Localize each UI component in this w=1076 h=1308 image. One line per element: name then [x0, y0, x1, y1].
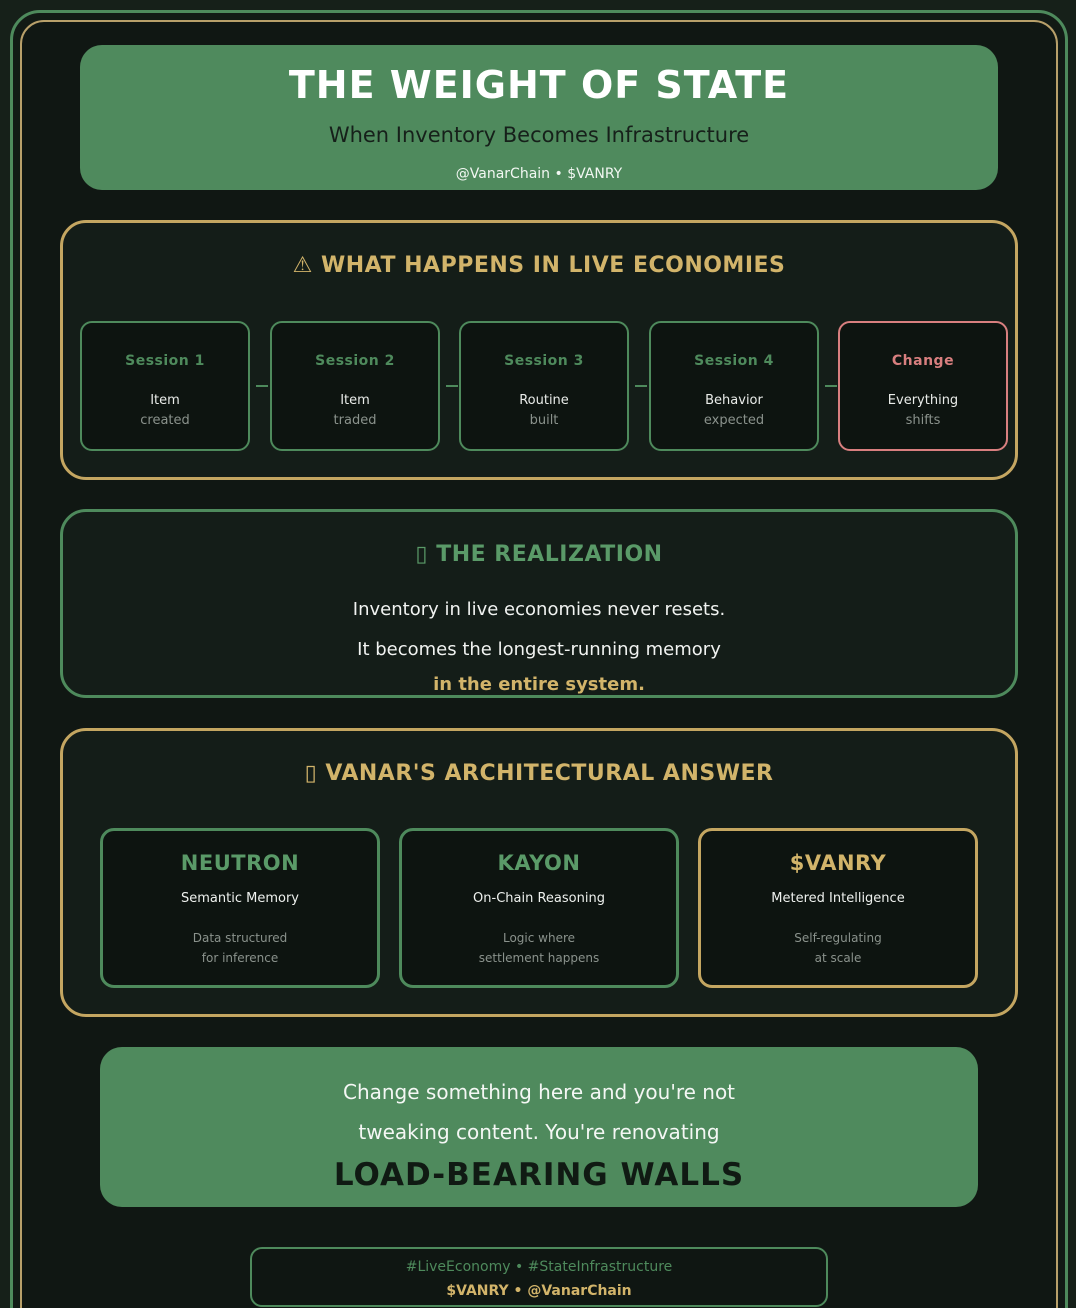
card-name: NEUTRON — [180, 851, 300, 875]
session-name: Session 2 — [315, 353, 395, 369]
footer-box — [250, 1247, 828, 1307]
session-connector — [825, 385, 837, 387]
session-name: Change — [891, 353, 955, 369]
realization-emphasis: in the entire system. — [433, 674, 645, 695]
session-line2: expected — [703, 413, 765, 428]
header-card — [80, 45, 998, 190]
session-name: Session 3 — [504, 353, 584, 369]
session-name: Session 4 — [694, 353, 774, 369]
session-connector — [446, 385, 458, 387]
session-card-3 — [459, 321, 629, 451]
change-card — [838, 321, 1008, 451]
session-connector — [256, 385, 268, 387]
page-subtitle: When Inventory Becomes Infrastructure — [328, 123, 750, 147]
session-name: Session 1 — [125, 353, 205, 369]
card-desc2: settlement happens — [478, 951, 600, 965]
card-name: $VANRY — [789, 851, 887, 875]
realization-title: ▯ THE REALIZATION — [415, 542, 663, 567]
session-line2: shifts — [905, 413, 941, 428]
banner-line2: tweaking content. You're renovating — [358, 1120, 720, 1144]
vanry-card — [698, 828, 978, 988]
card-desc2: for inference — [201, 951, 279, 965]
architecture-panel — [60, 728, 1018, 1017]
session-line1: Item — [150, 393, 180, 408]
session-line1: Item — [340, 393, 370, 408]
session-line2: traded — [333, 413, 377, 428]
session-line2: created — [140, 413, 190, 428]
card-desc1: Data structured — [192, 931, 288, 945]
economies-panel — [60, 220, 1018, 480]
banner-headline: LOAD-BEARING WALLS — [333, 1157, 745, 1193]
architecture-title: ▯ VANAR'S ARCHITECTURAL ANSWER — [304, 761, 774, 786]
card-subtitle: Metered Intelligence — [771, 891, 905, 906]
session-line1: Routine — [519, 393, 569, 408]
footer-hashtags: #LiveEconomy • #StateInfrastructure — [405, 1259, 673, 1275]
card-desc1: Logic where — [502, 931, 576, 945]
session-card-1 — [80, 321, 250, 451]
economies-title: ⚠ WHAT HAPPENS IN LIVE ECONOMIES — [292, 253, 786, 278]
banner-line1: Change something here and you're not — [342, 1080, 736, 1104]
card-subtitle: Semantic Memory — [181, 891, 299, 906]
load-bearing-banner — [100, 1047, 978, 1207]
realization-line1: Inventory in live economies never resets. — [352, 599, 726, 620]
footer-handles: $VANRY • @VanarChain — [446, 1283, 632, 1299]
realization-panel — [60, 509, 1018, 698]
neutron-card — [100, 828, 380, 988]
header-tags: @VanarChain • $VANRY — [455, 166, 623, 182]
session-line2: built — [529, 413, 559, 428]
card-desc1: Self-regulating — [794, 931, 882, 945]
card-subtitle: On-Chain Reasoning — [473, 891, 605, 906]
session-card-4 — [649, 321, 819, 451]
session-line1: Behavior — [705, 393, 763, 408]
session-line1: Everything — [887, 393, 959, 408]
session-connector — [635, 385, 647, 387]
card-name: KAYON — [497, 851, 581, 875]
realization-line2: It becomes the longest-running memory — [357, 639, 721, 660]
session-card-2 — [270, 321, 440, 451]
kayon-card — [399, 828, 679, 988]
page-title: THE WEIGHT OF STATE — [288, 63, 790, 107]
card-desc2: at scale — [814, 951, 862, 965]
